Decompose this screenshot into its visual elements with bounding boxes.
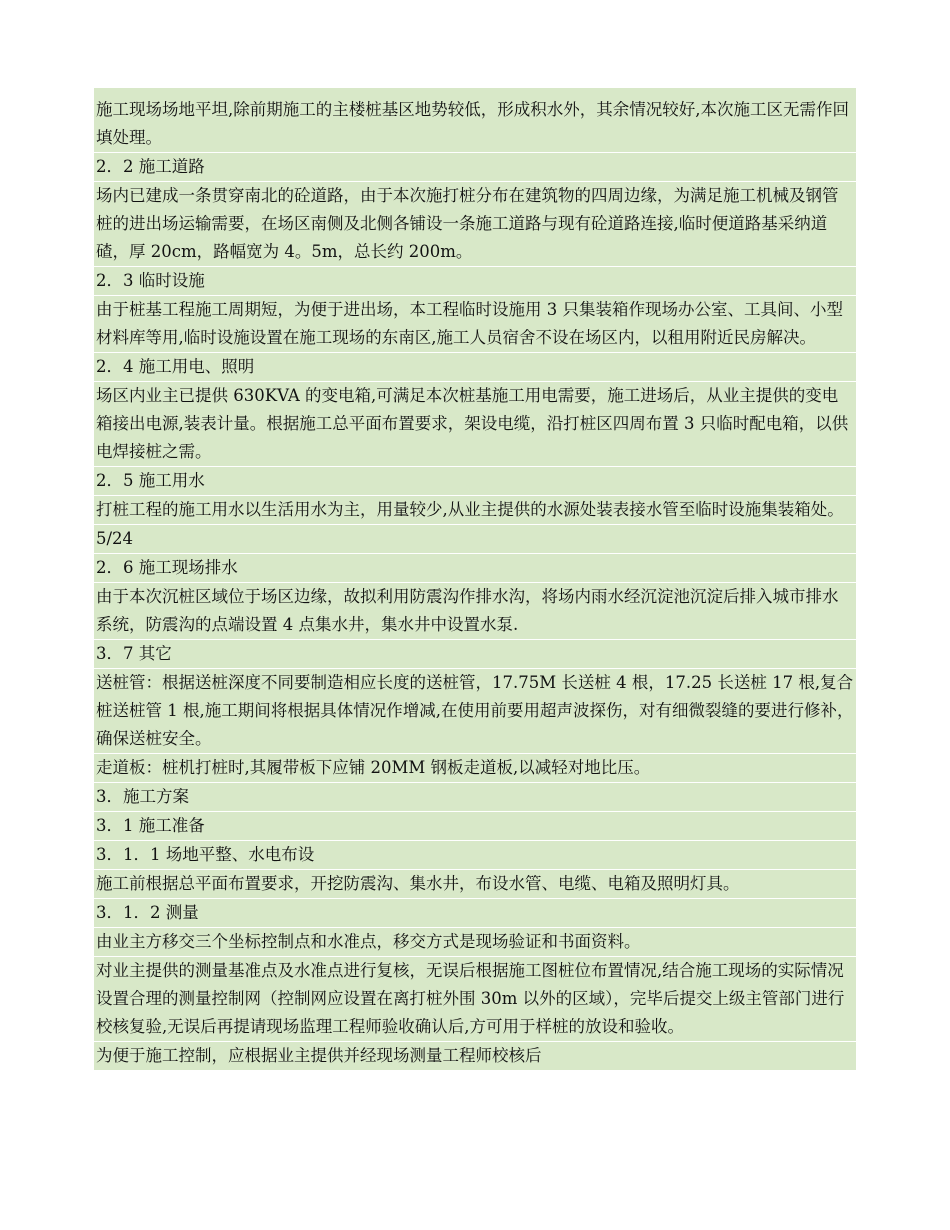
heading-2-3-temporary-facilities: 2．3 临时设施: [94, 266, 856, 295]
heading-3-7-other: 3．7 其它: [94, 639, 856, 668]
heading-3-1-preparation: 3．1 施工准备: [94, 811, 856, 840]
heading-2-4-power-lighting: 2．4 施工用电、照明: [94, 352, 856, 381]
paragraph-walkway-plate: 走道板：桩机打桩时,其履带板下应铺 20MM 钢板走道板,以减轻对地比压。: [94, 753, 856, 782]
paragraph-temporary-facilities: 由于桩基工程施工周期短，为便于进出场，本工程临时设施用 3 只集装箱作现场办公室、工具间、小型材料库等用,临时设施设置在施工现场的东南区,施工人员宿舍不设在场区内，以租用附近民房解决。: [94, 295, 856, 352]
heading-2-5-water-supply: 2．5 施工用水: [94, 466, 856, 495]
paragraph-drainage: 由于本次沉桩区域位于场区边缘，故拟利用防震沟作排水沟，将场内雨水经沉淀池沉淀后排入城市排水系统，防震沟的点端设置 4 点集水井，集水井中设置水泵.: [94, 582, 856, 639]
paragraph-construction-road: 场内已建成一条贯穿南北的砼道路，由于本次施打桩分布在建筑物的四周边缘，为满足施工机械及钢管桩的进出场运输需要，在场区南侧及北侧各铺设一条施工道路与现有砼道路连接,临时便道路基采纳道碴，厚 20cm，路幅宽为 4。5m，总长约 200m。: [94, 181, 856, 266]
paragraph-site-condition: 施工现场场地平坦,除前期施工的主楼桩基区地势较低，形成积水外，其余情况较好,本次施工区无需作回填处理。: [96, 100, 849, 147]
heading-2-6-drainage: 2．6 施工现场排水: [94, 553, 856, 582]
heading-3-1-1-site-leveling: 3．1．1 场地平整、水电布设: [94, 840, 856, 869]
paragraph-pile-driving-pipe: 送桩管：根据送桩深度不同要制造相应长度的送桩管，17.75M 长送桩 4 根，17.25 长送桩 17 根,复合桩送桩管 1 根,施工期间将根据具体情况作增减,在使用前要用超声波探伤，对有细微裂缝的要进行修补，确保送桩安全。: [94, 668, 856, 753]
paragraph-survey-review: 对业主提供的测量基准点及水准点进行复核，无误后根据施工图桩位布置情况,结合施工现场的实际情况设置合理的测量控制网（控制网应设置在离打桩外围 30m 以外的区域），完毕后提交上级主管部门进行校核复验,无误后再提请现场监理工程师验收确认后,方可用于样桩的放设和验收。: [94, 956, 856, 1041]
paragraph-site-leveling: 施工前根据总平面布置要求，开挖防震沟、集水井，布设水管、电缆、电箱及照明灯具。: [94, 869, 856, 898]
paragraph-power-lighting: 场区内业主已提供 630KVA 的变电箱,可满足本次桩基施工用电需要，施工进场后，从业主提供的变电箱接出电源,装表计量。根据施工总平面布置要求，架设电缆，沿打桩区四周布置 3 只临时配电箱，以供电焊接桩之需。: [94, 381, 856, 466]
heading-3-construction-plan: 3．施工方案: [94, 782, 856, 811]
heading-3-1-2-survey: 3．1．2 测量: [94, 898, 856, 927]
paragraph-survey-handover: 由业主方移交三个坐标控制点和水准点，移交方式是现场验证和书面资料。: [94, 927, 856, 956]
paragraph-survey-control: 为便于施工控制，应根据业主提供并经现场测量工程师校核后: [94, 1041, 856, 1070]
document-page: [94, 88, 856, 1070]
paragraph-water-supply: 打桩工程的施工用水以生活用水为主，用量较少,从业主提供的水源处装表接水管至临时设施集装箱处。: [94, 495, 856, 524]
page-number: 5/24: [94, 524, 856, 553]
heading-2-2-construction-road: 2．2 施工道路: [94, 152, 856, 181]
